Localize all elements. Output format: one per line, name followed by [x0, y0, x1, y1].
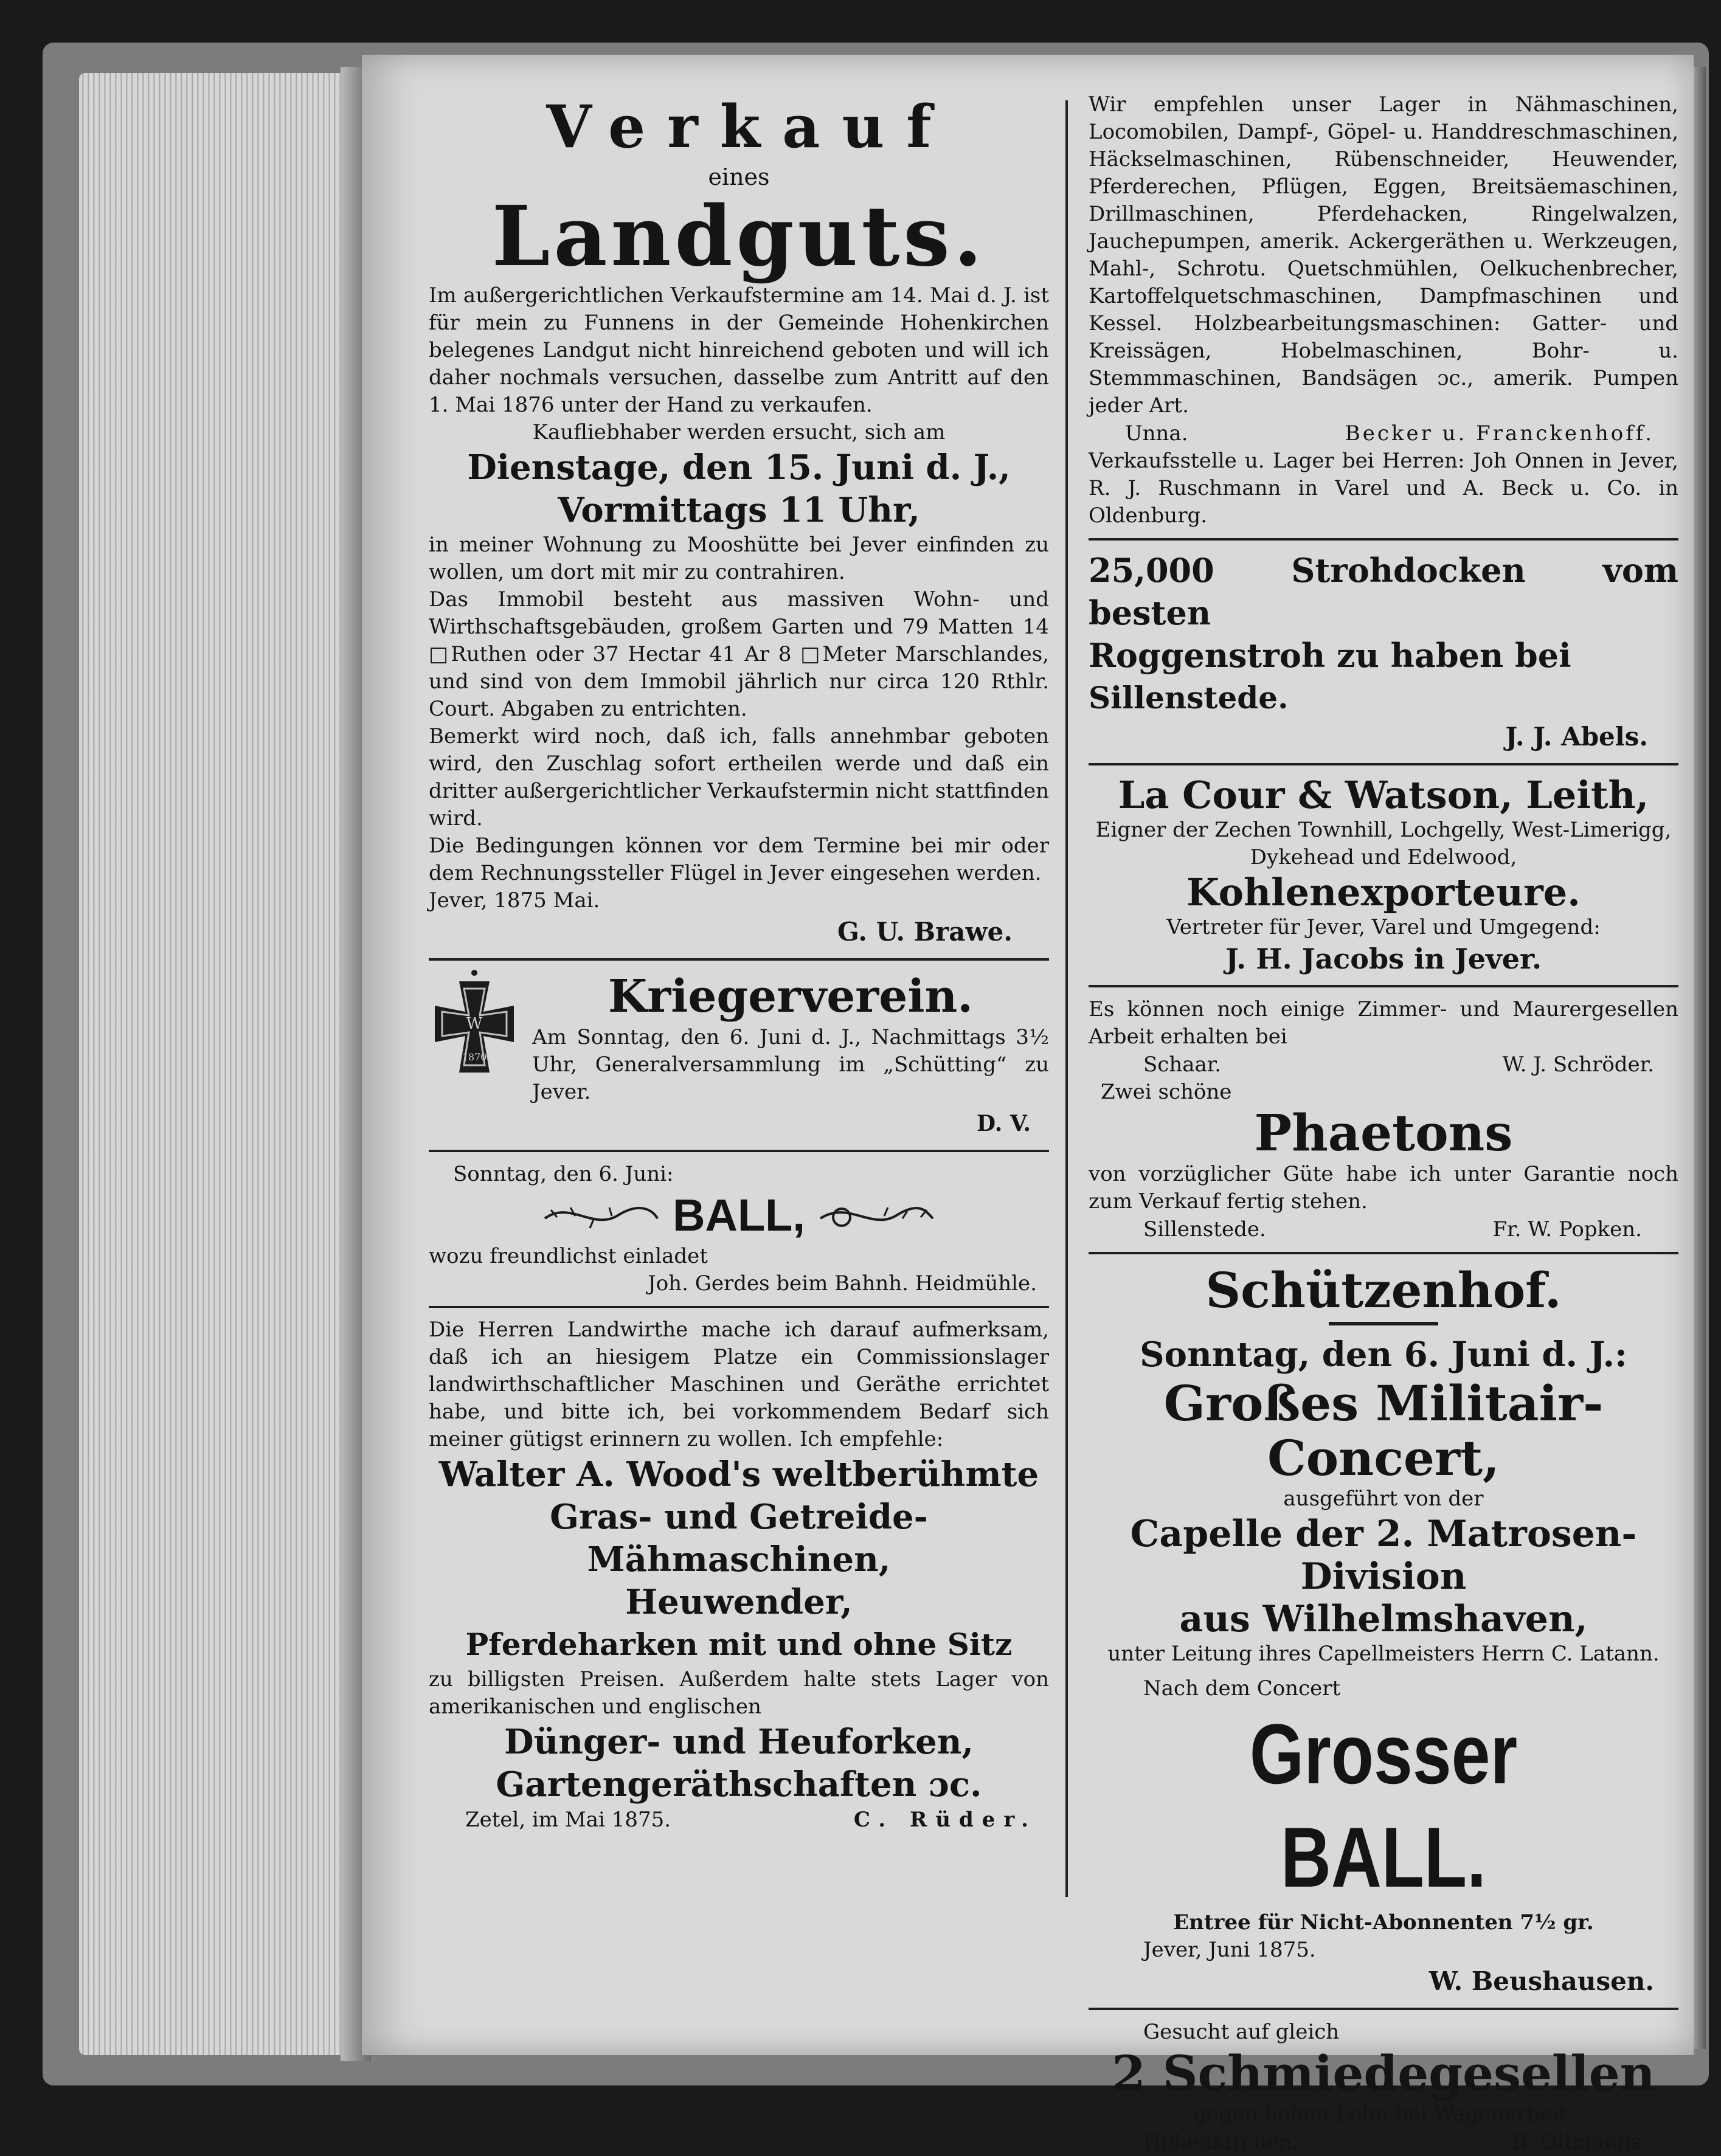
ad-paragraph: Nach dem Concert: [1143, 1676, 1341, 1701]
left-column: [429, 91, 1049, 1834]
ad-oltmanns: [1089, 2019, 1678, 2156]
ad-divider: [1089, 2008, 1678, 2010]
ad-becker-franckenhoff: [1089, 91, 1678, 530]
ad-signature: D. V.: [976, 1111, 1031, 1136]
ad-place-date: Jever, 1875 Mai.: [429, 888, 600, 913]
ad-place-date: Zetel, im Mai 1875.: [465, 1808, 671, 1832]
ad-intro: Sonntag, den 6. Juni:: [453, 1162, 674, 1186]
ad-signature: C. Rüder.: [853, 1808, 1037, 1832]
ad-paragraph: Vertreter für Jever, Varel und Umgegend:: [1166, 915, 1601, 939]
ad-product-line: Gras- und Getreide-Mähmaschinen,: [550, 1497, 928, 1580]
ad-paragraph: wozu freundlichst einladet: [429, 1244, 708, 1268]
ad-divider: [429, 1306, 1049, 1308]
ad-signature: Joh. Gerdes beim Bahnh. Heidmühle.: [648, 1271, 1037, 1296]
ad-band-line: Capelle der 2. Matrosen-Division: [1130, 1513, 1637, 1598]
ornament-right-icon: [817, 1194, 939, 1237]
ad-place-date: Jever, Juni 1875.: [1143, 1938, 1316, 1962]
ad-subheadline: Kohlenexporteure.: [1186, 870, 1581, 914]
ad-headline: Schützenhof.: [1205, 1262, 1562, 1319]
ad-place: Sillenstede.: [1143, 1217, 1266, 1242]
ad-schuetzenhof: [1089, 1263, 1678, 1999]
ad-signature: Becker u. Franckenhoff.: [1345, 421, 1654, 446]
ad-headline: Landguts.: [491, 188, 986, 285]
column-divider: [1065, 100, 1068, 1897]
ad-signature: G. U. Brawe.: [837, 917, 1013, 947]
ornament-left-icon: [539, 1194, 660, 1237]
ad-headline: 2 Schmiedegesellen: [1112, 2045, 1655, 2102]
ad-divider: [1089, 763, 1678, 765]
ad-headline: Roggenstroh zu haben bei: [1089, 636, 1571, 675]
page-edges: [79, 73, 365, 2055]
ad-ball: [429, 1161, 1049, 1297]
ad-product-line: Heuwender,: [625, 1582, 853, 1622]
ad-signature: Fr. W. Popken.: [1492, 1217, 1642, 1242]
right-column: [1089, 91, 1678, 2156]
ad-signature: J. J. Abels.: [1505, 722, 1648, 751]
cross-year: 1870: [462, 1051, 487, 1063]
ad-headline: La Cour & Watson, Leith,: [1118, 773, 1649, 817]
ornament-underline-icon: [1323, 1318, 1444, 1330]
ad-headline: Phaetons: [1254, 1104, 1513, 1163]
ad-date-line: Dienstage, den 15. Juni d. J.,: [467, 447, 1011, 488]
ad-divider: [1089, 985, 1678, 987]
ad-divider: [1089, 538, 1678, 541]
ad-paragraph: Die Herren Landwirthe mache ich darauf aufmerksam, daß ich an hiesigem Platze ein Commissionslager landwirthschaftlicher Maschinen und Geräthe errichtet habe, und bitte ich, bei vorkommendem Bedarf sich meiner gütigst erinnern zu wollen. Ich empfehle:: [429, 1318, 1049, 1451]
ad-date-line: Sonntag, den 6. Juni d. J.:: [1140, 1335, 1627, 1375]
ad-rueder: [429, 1316, 1049, 1834]
ad-product-line: Gartengeräthschaften ɔc.: [496, 1764, 982, 1805]
ad-intro: Zwei schöne: [1101, 1080, 1232, 1104]
ad-paragraph: Kaufliebhaber werden ersucht, sich am: [532, 420, 946, 444]
ad-intro: Gesucht auf gleich: [1143, 2020, 1340, 2044]
ad-time-line: Vormittags 11 Uhr,: [558, 490, 920, 530]
ad-paragraph: Es können noch einige Zimmer- und Maurergesellen Arbeit erhalten bei: [1089, 997, 1678, 1049]
iron-cross-icon: [429, 969, 520, 1085]
ad-paragraph: gegen hohen Lohn bei Wagenarbeit.: [1193, 2102, 1574, 2126]
ad-title: Verkauf: [546, 92, 954, 161]
ad-schroeder: [1089, 996, 1678, 1079]
ad-place: Hohenkirchen.: [1143, 2130, 1299, 2154]
ad-agent: J. H. Jacobs in Jever.: [1225, 942, 1542, 975]
ad-paragraph: Bemerkt wird noch, daß ich, falls annehmbar geboten wird, den Zuschlag sofort ertheilen werde und daß ein dritter außergerichtlicher Verkaufstermin nicht stattfinden wird.: [429, 724, 1049, 831]
ad-verkauf-landguts: [429, 91, 1049, 950]
ad-paragraph: in meiner Wohnung zu Mooshütte bei Jever einfinden zu wollen, um dort mit mir zu contrahiren.: [429, 533, 1049, 584]
ad-headline: Kriegerverein.: [608, 970, 974, 1023]
ad-divider: [1089, 1252, 1678, 1254]
ad-paragraph: unter Leitung ihres Capellmeisters Herrn C. Latann.: [1107, 1642, 1660, 1666]
ad-paragraph: Im außergerichtlichen Verkaufstermine am 14. Mai d. J. ist für mein zu Funnens in der Gemeinde Hohenkirchen belegenes Landgut nicht hinreichend geboten und will ich daher nochmals versuchen, dasselbe zum Antritt auf den 1. Mai 1876 unter der Hand zu verkaufen.: [429, 283, 1049, 417]
ad-paragraph: ausgeführt von der: [1283, 1487, 1484, 1511]
ad-subtitle: eines: [708, 164, 770, 190]
ad-kriegerverein: [429, 969, 1049, 1141]
ad-place: Unna.: [1125, 421, 1188, 446]
ad-concert-title: Großes Militair-Concert,: [1163, 1375, 1604, 1487]
ad-product-line: Dünger- und Heuforken,: [504, 1722, 974, 1762]
ad-abels: [1089, 549, 1678, 755]
ad-entree: Entree für Nicht-Abonnenten 7½ gr.: [1173, 1910, 1594, 1935]
ad-lacour-watson: [1089, 774, 1678, 976]
ad-paragraph: Wir empfehlen unser Lager in Nähmaschinen, Locomobilen, Dampf-, Göpel- u. Handdreschmaschinen, Häckselmaschinen, Rübenschneider, Heuwender, Pferderechen, Pflügen, Eggen, Breitsäemaschinen, Drillmaschinen, Pferdehacken, Ringelwalzen, Jauchepumpen, amerik. Ackergeräthen u. Werkzeugen, Mahl-, Schrotu. Quetschmühlen, Oelkuchenbrecher, Kartoffelquetschmaschinen, Dampfmaschinen und Kessel. Holzbearbeitungsmaschinen: Gatter- und Kreissägen, Hobelmaschinen, Bohr- u. Stemmmaschinen, Bandsägen ɔc., amerik. Pumpen jeder Art.: [1089, 92, 1678, 418]
ad-paragraph: Die Bedingungen können vor dem Termine bei mir oder dem Rechnungssteller Flügel in Jever eingesehen werden.: [429, 834, 1049, 885]
ad-divider: [429, 1150, 1049, 1152]
ad-headline: BALL,: [673, 1190, 805, 1240]
ad-grosser-ball: Grosser BALL.: [1249, 1706, 1518, 1905]
ad-paragraph: Eigner der Zechen Townhill, Lochgelly, West-Limerigg, Dykehead und Edelwood,: [1095, 818, 1672, 869]
ad-headline: 25,000 Strohdocken vom besten: [1089, 551, 1678, 632]
ad-divider: [429, 958, 1049, 961]
ad-band-line: aus Wilhelmshaven,: [1179, 1598, 1588, 1640]
ad-paragraph: zu billigsten Preisen. Außerdem halte stets Lager von amerikanischen und englischen: [429, 1667, 1049, 1719]
ad-place: Schaar.: [1143, 1052, 1222, 1077]
ad-paragraph: Das Immobil besteht aus massiven Wohn- und Wirthschaftsgebäuden, großem Garten und 79 Matten 14 □Ruthen oder 37 Hectar 41 Ar 8 □Meter Marschlandes, und sind von dem Immobil jährlich nur circa 120 Rthlr. Court. Abgaben zu entrichten.: [429, 587, 1049, 721]
ad-popken: [1089, 1079, 1678, 1243]
ad-signature: B. Oltmanns.: [1512, 2130, 1648, 2154]
ad-product-line: Pferdeharken mit und ohne Sitz: [465, 1626, 1013, 1662]
ad-paragraph: Verkaufsstelle u. Lager bei Herren: Joh Onnen in Jever, R. J. Ruschmann in Varel und A. Beck u. Co. in Oldenburg.: [1089, 449, 1678, 528]
ad-paragraph: Am Sonntag, den 6. Juni d. J., Nachmittags 3½ Uhr, Generalversammlung im „Schütting“ zu Jever.: [532, 1025, 1049, 1104]
cross-letter: W: [466, 1015, 483, 1033]
ad-signature: W. Beushausen.: [1428, 1966, 1654, 1996]
ad-paragraph: von vorzüglicher Güte habe ich unter Garantie noch zum Verkauf fertig stehen.: [1089, 1162, 1678, 1214]
ad-product-line: Walter A. Wood's weltberühmte: [438, 1454, 1039, 1494]
ad-place: Sillenstede.: [1089, 680, 1289, 716]
ad-signature: W. J. Schröder.: [1502, 1052, 1654, 1077]
